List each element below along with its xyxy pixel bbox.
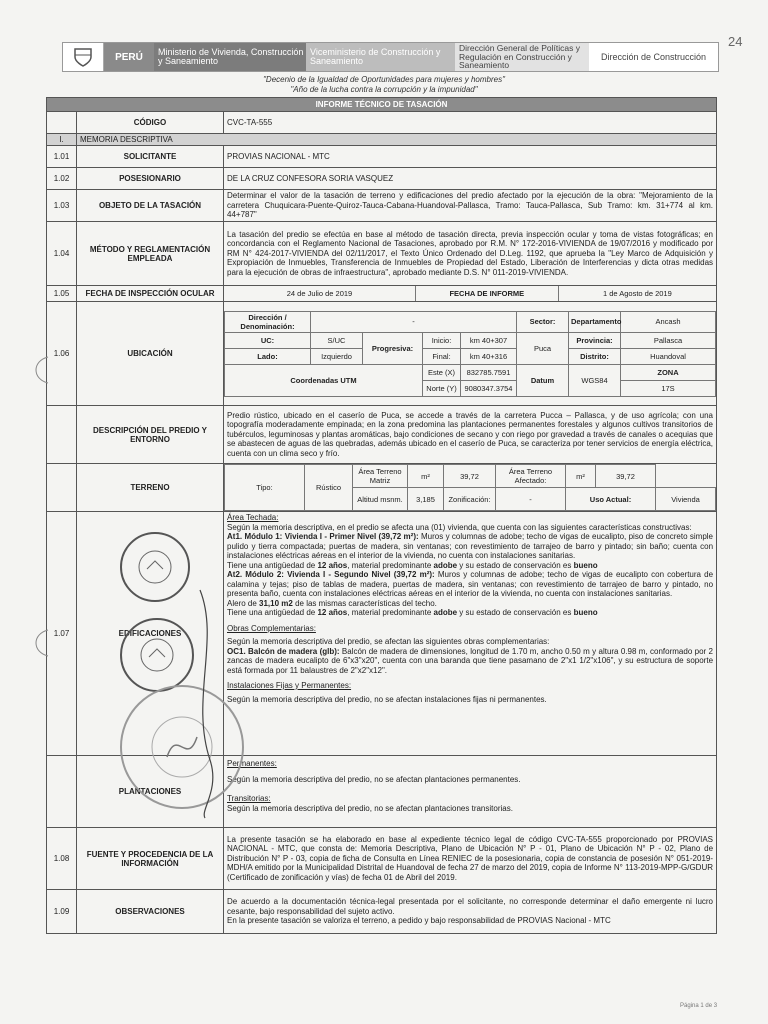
progresiva-label: Progresiva:: [363, 332, 423, 364]
peru-label: PERÚ: [104, 43, 154, 71]
text: de las mismas características del techo.: [292, 598, 437, 608]
row-number: 1.01: [47, 146, 77, 168]
metodo-value: La tasación del predio se efectúa en base al método de tasación directa, previa inspección ocular y toma de vistas fotográficas; en concordancia con el Reglamento Nacional de Tasaciones, aprobado por R.M. N° 172-2016-VIVIENDA de 19/07/2016 y modificado por RM N° 424-2017-VIVIENDA del 02/11/2017, el Texto Único Ordenado del D.Leg. 1192, que aprueba la "Ley Marco de Adquisición y Expropiación de Inmuebles, Transferencia de Inmuebles de Propiedad del Estado, Liberación de Interferencias y dicta otras medidas para la ejecución de obras de infraestructura", aprobado mediante D.S. N° 011-2019-VIVIENDA.: [224, 222, 717, 286]
observaciones-text-1: De acuerdo a la documentación técnica-legal presentada por el solicitante, no corresponde determinar el daño emergente ni lucro cesante, bajo responsabilidad del sujeto activo.: [227, 897, 714, 916]
text: y su estado de conservación es: [457, 560, 574, 570]
codigo-label: CÓDIGO: [77, 112, 224, 134]
edificaciones-label: EDIFICACIONES: [77, 512, 224, 756]
section-number: I.: [47, 134, 77, 146]
row-number: 1.05: [47, 286, 77, 302]
inicio-label: Inicio:: [423, 332, 461, 348]
lado-value: Izquierdo: [311, 348, 363, 364]
ubicacion-label: UBICACIÓN: [77, 302, 224, 406]
este-value: 832785.7591: [461, 364, 517, 380]
report-title: INFORME TÉCNICO DE TASACIÓN: [47, 98, 717, 112]
inicio-value: km 40+307: [461, 332, 517, 348]
datum-value: WGS84: [569, 364, 621, 396]
departamento-label: Departamento: [569, 311, 621, 332]
material: adobe: [433, 608, 458, 617]
direccion-label: Dirección / Denominación:: [225, 311, 311, 332]
fecha-label: FECHA DE INSPECCIÓN OCULAR: [77, 286, 224, 302]
slogan-1: "Decenio de la Igualdad de Oportunidades para mujeres y hombres": [263, 75, 505, 84]
oc1-title: OC1. Balcón de madera (glb):: [227, 646, 340, 656]
oc1-paragraph: [227, 647, 713, 676]
zona-value: 17S: [621, 380, 716, 396]
fecha-row: [47, 286, 717, 302]
age: 12 años: [317, 608, 348, 617]
direccion-value: -: [311, 311, 517, 332]
distrito-label: Distrito:: [569, 348, 621, 364]
sector-label: Sector:: [517, 311, 569, 332]
signature-mark: [180, 580, 240, 820]
observaciones-label: OBSERVACIONES: [77, 890, 224, 934]
fecha-inspeccion-value: 24 de Julio de 2019: [224, 286, 415, 301]
fuente-row: [47, 828, 717, 890]
obras-title: Obras Complementarias:: [227, 623, 316, 633]
area-afectado-label: Área Terreno Afectado:: [496, 465, 566, 488]
page-footer: Página 1 de 3: [680, 1003, 718, 1009]
instalaciones-text: Según la memoria descriptiva del predio, no se afectan instalaciones fijas ni permanentes.: [227, 694, 547, 704]
uc-label: UC:: [225, 332, 311, 348]
tipo-value: Rústico: [305, 465, 353, 511]
zonificacion-label: Zonificación:: [444, 488, 496, 511]
state: bueno: [573, 560, 598, 570]
direccion-label: Dirección de Construcción: [589, 43, 718, 71]
section-title: MEMORIA DESCRIPTIVA: [77, 134, 717, 146]
transitorias-title: Transitorias:: [227, 794, 271, 803]
at2-paragraph: [227, 570, 713, 599]
uc-value: S/UC: [311, 332, 363, 348]
altitud-label: Altitud msnm.: [353, 488, 408, 511]
final-value: km 40+316: [461, 348, 517, 364]
row-number: 1.03: [47, 190, 77, 222]
institutional-header: [62, 42, 719, 72]
transitorias-text: Según la memoria descriptiva del predio, no se afectan plantaciones transitorias.: [227, 803, 513, 813]
posesionario-value: DE LA CRUZ CONFESORA SORIA VASQUEZ: [224, 168, 717, 190]
norte-label: Norte (Y): [423, 380, 461, 396]
area-matriz-value: 39,72: [444, 465, 496, 488]
slogan-2: "Año de la lucha contra la corrupción y la impunidad": [290, 85, 478, 94]
row-number: 1.02: [47, 168, 77, 190]
coat-of-arms-logo: [63, 43, 104, 71]
row-number: 1.09: [47, 890, 77, 934]
zonificacion-value: -: [496, 488, 566, 511]
at2-title: At2. Módulo 2: Vivienda I - Segundo Nivel (39,72 m²):: [227, 570, 435, 579]
oc1-text: Balcón de madera de dimensiones, longitud de 1.70 m, ancho 0.50 m y altura 0.98 m, conformado por 2 zancas de madera eucalipto de 6"x3"x20", cuenta con una baranda que tiene pasamano de 2"x1 1/2"x106", y su estructura de soporte está formada por 11 balaustres de 2"x2"x12".: [227, 646, 714, 675]
tipo-label: Tipo:: [225, 465, 305, 511]
unit-m2: m²: [408, 465, 444, 488]
metodo-row: [47, 222, 717, 286]
solicitante-value: PROVIAS NACIONAL - MTC: [224, 146, 717, 168]
row-number: 1.04: [47, 222, 77, 286]
area-techada-intro: Según la memoria descriptiva, en el predio se afecta una (01) vivienda, que cuenta con las siguientes características constructivas:: [227, 522, 692, 532]
at2-age-line: [227, 608, 713, 618]
fuente-value: La presente tasación se ha elaborado en base al expediente técnico legal de código CVC-TA-555 proporcionado por PROVIAS NACIONAL - MTC, que consta de: Memoria Descriptiva, Plano de Ubicación N° P - 01, Plano de Ubicación N° P - 02, Plano de Distribución N° P - 03, copia de ficha de Consulta en Línea RENIEC de la posesionaria, copia de constancia de posesión N° 051-2019-MDH/A emitido por la Municipalidad Distrital de Huandoval de fecha 27 de marzo del 2019, copia de Informe N° 113-2019-MPP-G/GDUR (Certificado de zonificación y vías) de fecha 01 de Abril del 2019.: [224, 828, 717, 890]
codigo-row: [47, 112, 717, 134]
codigo-value: CVC-TA-555: [224, 112, 717, 134]
at1-paragraph: [227, 532, 713, 561]
datum-label: Datum: [517, 364, 569, 396]
text: , material predominante: [347, 608, 434, 617]
utm-label: Coordenadas UTM: [225, 364, 423, 396]
punch-hole-mark: [30, 355, 50, 385]
final-label: Final:: [423, 348, 461, 364]
obras-intro: Según la memoria descriptiva del predio, se afectan las siguientes obras complementarias:: [227, 637, 550, 646]
observaciones-text-2: En la presente tasación se valoriza el terreno, a pedido y bajo responsabilidad de PROVIAS Nacional - MTC: [227, 916, 611, 926]
objeto-value: Determinar el valor de la tasación de terreno y edificaciones del predio afectado por la ejecución de la obra: "Mejoramiento de la carretera Chuquicara-Puente-Quiroz-Tauca-Cabana-Huandoval-Pallasca, Tramo: Tauca-Pallasca, Sub Tramo: km. 31+774 al km. 44+787": [224, 190, 717, 222]
text: y su estado de conservación es: [457, 608, 574, 617]
altitud-value: 3,185: [408, 488, 444, 511]
area-techada-title: Área Techada:: [227, 513, 279, 522]
solicitante-label: SOLICITANTE: [77, 146, 224, 168]
permanentes-title: Permanentes:: [227, 759, 277, 768]
posesionario-label: POSESIONARIO: [77, 168, 224, 190]
page-number: 24: [728, 34, 743, 49]
terreno-row: [47, 464, 717, 512]
text: Alero de: [227, 598, 260, 608]
material: adobe: [433, 560, 458, 570]
uso-value: Vivienda: [656, 488, 716, 511]
descripcion-label: DESCRIPCIÓN DEL PREDIO Y ENTORNO: [77, 406, 224, 464]
punch-hole-mark: [30, 628, 50, 658]
este-label: Este (X): [423, 364, 461, 380]
observaciones-row: [47, 890, 717, 934]
ministry-label: Ministerio de Vivienda, Construcción y Saneamiento: [154, 43, 306, 71]
area-matriz-label: Área Terreno Matriz: [353, 465, 408, 488]
unit-m2: m²: [566, 465, 596, 488]
provincia-label: Provincia:: [569, 332, 621, 348]
at1-age-line: [227, 561, 713, 571]
descripcion-row: [47, 406, 717, 464]
permanentes-text: Según la memoria descriptiva del predio, no se afectan plantaciones permanentes.: [227, 774, 521, 784]
text: , material predominante: [347, 560, 434, 570]
departamento-value: Ancash: [621, 311, 716, 332]
row-number: 1.07: [47, 512, 77, 756]
text: Tiene una antigüedad de: [227, 560, 318, 570]
state: bueno: [573, 608, 598, 617]
title-row: [47, 98, 717, 112]
ubicacion-row: [47, 302, 717, 406]
alero-line: [227, 599, 713, 609]
section-row: [47, 134, 717, 146]
descripcion-value: Predio rústico, ubicado en el caserío de Puca, se accede a través de la carretera Pucca – Pallasca, y de uso agrícola; con una topografía moderadamente empinada; en la zona predomina las plantaciones permanentes forestales y algunos cultivos transitorios de tubérculos, leguminosas y plantas aromáticas, bajo condiciones de secano y con riego por gravedad a través de canales o acequias que se abastecen de aguas de las quebradas, además ubicado en el caserío de Puca, se caracteriza por tener servicios de energía eléctrica, cuenta con un clima seco y frío.: [224, 406, 717, 464]
fecha-informe-value: 1 de Agosto de 2019: [602, 289, 672, 298]
distrito-value: Huandoval: [621, 348, 716, 364]
direccion-general-label: Dirección General de Políticas y Regulación en Construcción y Saneamiento: [455, 43, 589, 71]
vice-ministry-label: Viceministerio de Construcción y Saneamiento: [306, 43, 455, 71]
instalaciones-title: Instalaciones Fijas y Permanentes:: [227, 681, 352, 690]
fecha-informe-label: FECHA DE INFORME: [415, 286, 558, 301]
terreno-label: TERRENO: [77, 464, 224, 512]
sector-value: Puca: [517, 332, 569, 364]
row-number: 1.06: [47, 302, 77, 406]
posesionario-row: [47, 168, 717, 190]
metodo-label: MÉTODO Y REGLAMENTACIÓN EMPLEADA: [77, 222, 224, 286]
alero-value: 31,10 m2: [259, 598, 293, 608]
terreno-grid: [224, 464, 716, 511]
objeto-row: [47, 190, 717, 222]
zona-label: ZONA: [621, 364, 716, 380]
fuente-label: FUENTE Y PROCEDENCIA DE LA INFORMACIÓN: [77, 828, 224, 890]
at1-title: At1. Módulo 1: Vivienda I - Primer Nivel (39,72 m²):: [227, 532, 419, 541]
ubicacion-grid: [224, 311, 716, 397]
age: 12 años: [317, 560, 348, 570]
plantaciones-label: PLANTACIONES: [77, 756, 224, 828]
row-number: 1.08: [47, 828, 77, 890]
solicitante-row: [47, 146, 717, 168]
objeto-label: OBJETO DE LA TASACIÓN: [77, 190, 224, 222]
norte-value: 9080347.3754: [461, 380, 517, 396]
text: Tiene una antigüedad de: [227, 608, 318, 617]
at1-text: Muros y columnas de adobe; techo de vigas de eucalipto, piso de concreto simple pulido y tierra compactada; puertas de madera, sin ventanas; con revestimiento de tarrajeo de barro y pintado; sin baño; cuenta con instalaciones eléctricas aéreas en el interior de la vivienda, no cuenta con instalaciones sanitarias.: [227, 532, 714, 560]
at2-text: Muros y columnas de adobe; techo de vigas de eucalipto con cobertura de calamina y tejas; piso de tablas de madera, puertas de madera, sin ventanas; con revestimiento de tarrajeo de barro y pintado, no presenta baño, cuenta con instalaciones eléctricas aéreas en el interior de la vivienda, no cuenta con instalaciones sanitarias.: [227, 570, 714, 598]
provincia-value: Pallasca: [621, 332, 716, 348]
uso-label: Uso Actual:: [566, 488, 656, 511]
lado-label: Lado:: [225, 348, 311, 364]
appraisal-table: [46, 97, 717, 934]
area-afectado-value: 39,72: [596, 465, 656, 488]
